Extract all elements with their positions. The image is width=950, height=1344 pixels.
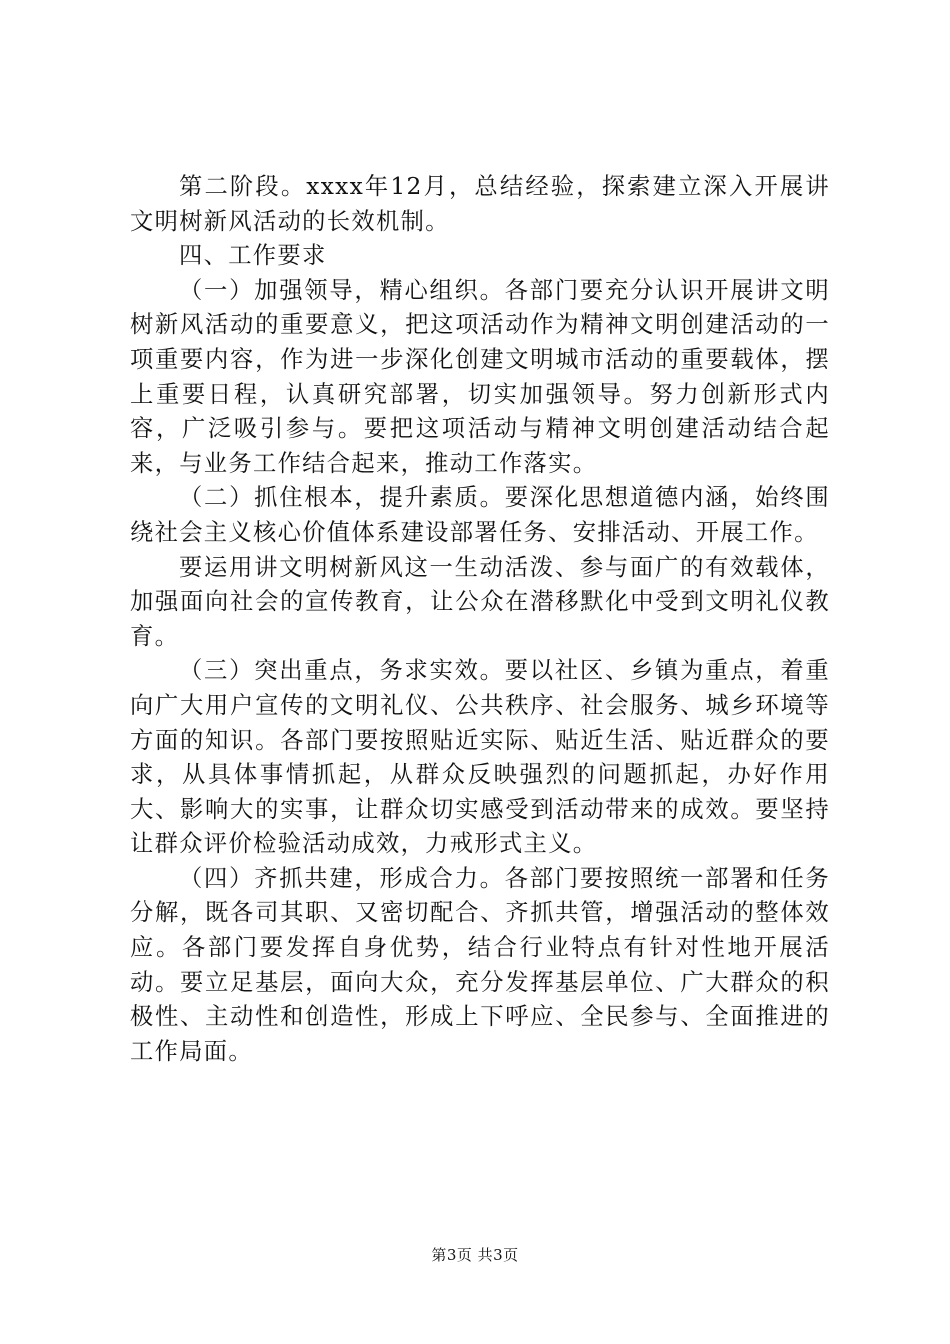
- paragraph-requirement-3: （三）突出重点，务求实效。要以社区、乡镇为重点，着重向广大用户宣传的文明礼仪、公共秩序、社会服务、城乡环境等方面的知识。各部门要按照贴近实际、贴近生活、贴近群众的要求，从具体事情抓起，从群众反映强烈的问题抓起，办好作用大、影响大的实事，让群众切实感受到活动带来的成效。要坚持让群众评价检验活动成效，力戒形式主义。: [130, 657, 830, 858]
- page-footer: 第3页 共3页: [431, 1246, 519, 1264]
- paragraph-requirement-2: （二）抓住根本，提升素质。要深化思想道德内涵，始终围绕社会主义核心价值体系建设部署任务、安排活动、开展工作。: [130, 484, 830, 546]
- section-heading-work-requirements: 四、工作要求: [179, 242, 327, 270]
- paragraph-requirement-2-continued: 要运用讲文明树新风这一生动活泼、参与面广的有效载体，加强面向社会的宣传教育，让公众在潜移默化中受到文明礼仪教育。: [130, 553, 830, 650]
- document-body: [130, 170, 830, 1069]
- paragraph-stage-two: 第二阶段。xxxx年12月，总结经验，探索建立深入开展讲文明树新风活动的长效机制。: [130, 173, 830, 235]
- paragraph-requirement-1: （一）加强领导，精心组织。各部门要充分认识开展讲文明树新风活动的重要意义，把这项活动作为精神文明创建活动的一项重要内容，作为进一步深化创建文明城市活动的重要载体，摆上重要日程，认真研究部署，切实加强领导。努力创新形式内容，广泛吸引参与。要把这项活动与精神文明创建活动结合起来，与业务工作结合起来，推动工作落实。: [130, 276, 830, 477]
- paragraph-requirement-4: （四）齐抓共建，形成合力。各部门要按照统一部署和任务分解，既各司其职、又密切配合、齐抓共管，增强活动的整体效应。各部门要发挥自身优势，结合行业特点有针对性地开展活动。要立足基层，面向大众，充分发挥基层单位、广大群众的积极性、主动性和创造性，形成上下呼应、全民参与、全面推进的工作局面。: [130, 864, 830, 1065]
